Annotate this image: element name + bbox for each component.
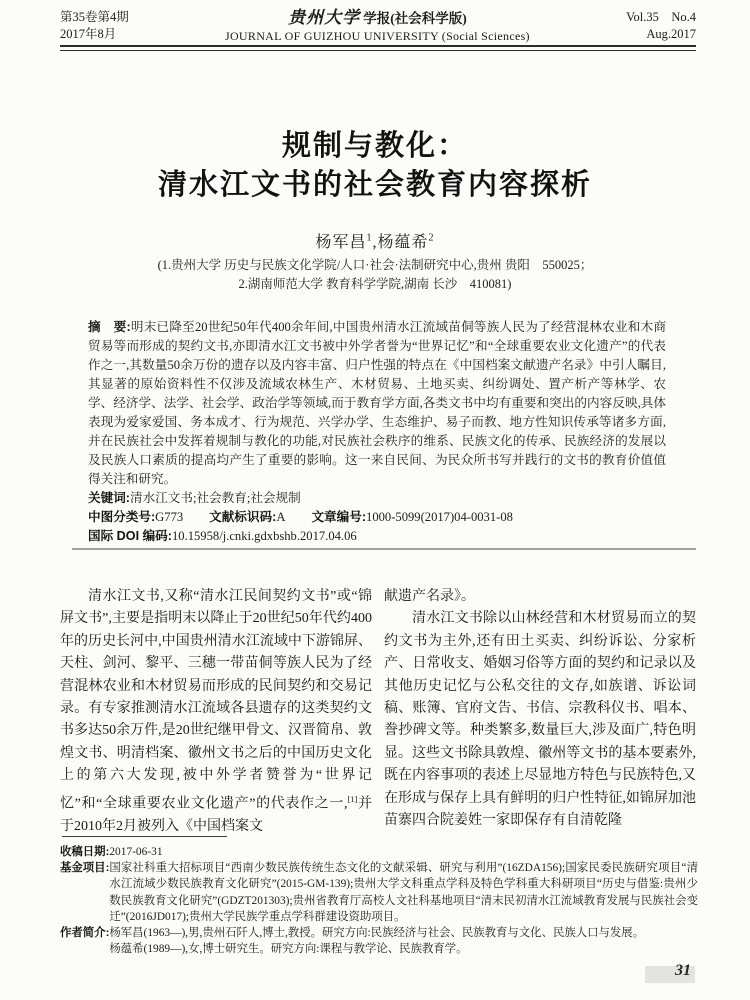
article-title-line2: 清水江文书的社会教育内容探析: [157, 169, 592, 201]
abstract-block: [88, 318, 666, 546]
journal-title-en: JOURNAL OF GUIZHOU UNIVERSITY (Social Sciences): [225, 29, 530, 43]
header-double-rule: [60, 45, 696, 51]
doi-label: 国际 DOI 编码:: [88, 529, 172, 543]
header-volume-block: [626, 9, 696, 43]
clc-label: 中图分类号:: [88, 510, 156, 524]
header-journal-block: [129, 9, 626, 45]
volume-number: Vol.35 No.4: [626, 10, 696, 24]
doc-code-label: 文献标识码:: [209, 510, 277, 524]
header-issue-block: [60, 9, 129, 43]
keywords-line: [88, 489, 666, 508]
doc-code-value: A: [276, 510, 286, 524]
section-divider-rule: [72, 548, 696, 550]
affiliation-1: (1.贵州大学 历史与民族文化学院/人口·社会·法制研究中心,贵州 贵阳 550025；: [157, 258, 593, 272]
clc-value: G773: [155, 510, 184, 524]
abstract-paragraph: [88, 318, 666, 489]
page-number: 31: [675, 962, 691, 979]
abstract-text: 明末已降至20世纪50年代400余年间,中国贵州清水江流域苗侗等族人民为了经营混林农业和木商贸易等而形成的契约文书,亦即清水江文书被中外学者誉为“世界记忆”和“全球重要农业文化遗产”的代表作之一,其数量50余万份的遗存以及内容丰富、归户性强的特点在《中国档案文献遗产名录》中引人瞩目,其显著的原始资料性不仅涉及流域农林生产、木材贸易、土地买卖、纠纷调处、置产析产等林学、农学、经济学、法学、社会学、政治学等领域,而于教育学方面,各类文书中均有重要和突出的内容反映,具体表现为爱家爱国、务本成才、行为规范、兴学办学、生态维护、易子而教、地方性知识传承等诸多方面,并在民族社会中发挥着规制与教化的功能,对民族社会秩序的维系、民族文化的传承、民族经济的发展以及民族人口素质的提高均产生了重要的影响。这一来自民间、为民众所书写并践行的文书的教育价值值得关注和研究。: [88, 320, 666, 486]
funding-text: 国家社科重大招标项目“西南少数民族传统生态文化的文献采辑、研究与利用”(16ZDA156);国家民委民族研究项目“清水江流域少数民族教育文化研究”(2015-GM-139);贵州大学文科重点学科及特色学科重大科研项目“历史与借鉴:贵州少数民族教育文化研究”(GDZT201303);贵州省教育厅高校人文社科基地项目“清末民初清水江流域教育发展与民族社会变迁”(2016JD017);贵州大学民族学重点学科群建设资助项目。: [109, 862, 698, 923]
received-date-row: [60, 844, 698, 860]
body-paragraph-1-end: 献遗产名录》。: [384, 589, 475, 604]
funding-label: 基金项目:: [60, 862, 110, 875]
body-paragraph-2: 清水江文书除以山林经营和木材贸易而立的契约文书为主外,还有田土买卖、纠纷诉讼、分家析产、日常收支、婚姻习俗等方面的契约和记录以及其他历史记忆与公私交往的文存,如族谱、诉讼词稿、账簿、官府文告、书信、宗教科仪书、唱本、誊抄碑文等。种类繁多,数量巨大,涉及面广,特色明显。这些文书除具敦煌、徽州等文书的基本要素外,既在内容事项的表述上尽显地方特色与民族特色,又在形成与保存上具有鲜明的归户性特征,如锦屏加池苗寨四合院姜姓一家即保存有自清乾隆: [384, 611, 696, 829]
author-separator: ,: [372, 234, 378, 251]
author-bio-label: 作者简介:: [60, 927, 110, 940]
doi-value: 10.15958/j.cnki.gdxbshb.2017.04.06: [171, 529, 357, 543]
article-title-line1: 规制与教化：: [281, 130, 468, 162]
received-date-label: 收稿日期:: [60, 846, 110, 858]
journal-title-zh: [129, 9, 626, 28]
footnotes-block: [60, 844, 698, 957]
author-affmark-1: 1: [366, 232, 373, 244]
keywords-text: 清水江文书;社会教育;社会规制: [129, 491, 301, 505]
body-p1-text-cont: 并于2010年2月被列入《中国档案文: [60, 796, 373, 834]
classification-line: [88, 508, 666, 527]
article-id-value: 1000-5099(2017)04-0031-08: [366, 510, 513, 524]
author-name-2: 杨蕴希: [377, 234, 429, 251]
citation-ref-1: [1]: [347, 793, 358, 804]
journal-logo: 贵州大学: [288, 8, 361, 27]
author-bio-1: 杨军昌(1963—),男,贵州石阡人,博士,教授。研究方向:民族经济与社会、民族教育与文化、民族人口与发展。: [109, 927, 645, 940]
author-line: [0, 229, 750, 252]
article-id-label: 文章编号:: [311, 510, 367, 524]
journal-header: [60, 9, 696, 45]
affiliation-2: 2.湖南师范大学 教育科学学院,湖南 长沙 410081): [238, 277, 512, 291]
received-date-value: 2017-06-31: [109, 846, 163, 858]
issue-date-en: Aug.2017: [646, 27, 696, 41]
journal-title-suffix: 学报(社会科学版): [363, 11, 467, 26]
affiliations: [0, 256, 750, 294]
author-bio-row: [60, 925, 698, 957]
author-bio-text: [109, 925, 698, 957]
footnote-separator-rule: [62, 836, 227, 837]
issue-date-zh: 2017年8月: [60, 27, 117, 41]
abstract-label: 摘 要:: [88, 320, 131, 334]
body-column-right: [384, 586, 696, 838]
body-columns: [60, 586, 696, 838]
body-p1-text: 清水江文书,又称“清水江民间契约文书”或“锦屏文书”,主要是指明末以降止于20世纪50年代约400年的历史长河中,中国贵州清水江流域中下游锦屏、天柱、剑河、黎平、三穗一带苗侗等族人民为了经营混林农业和木材贸易而形成的民间契约和交易记录。有专家推测清水江流域各县遗存的这类契约文书多达50余万件,是20世纪继甲骨文、汉晋简帛、敦煌文书、明清档案、徽州文书之后的中国历史文化上的第六大发现,被中外学者赞誉为“世界记忆”和“全球重要农业文化遗产”的代表作之一,: [60, 589, 372, 812]
issue-number: 第35卷第4期: [60, 10, 129, 24]
author-name-1: 杨军昌: [315, 234, 367, 251]
doi-line: [88, 527, 666, 546]
keywords-label: 关键词:: [88, 491, 130, 505]
article-title: [0, 127, 750, 205]
body-paragraph-1: [60, 586, 372, 838]
funding-row: [60, 860, 698, 925]
body-column-left: [60, 586, 372, 838]
author-bio-2: 杨蕴希(1989—),女,博士研究生。研究方向:课程与教学论、民族教育学。: [109, 943, 468, 956]
author-affmark-2: 2: [428, 232, 435, 244]
